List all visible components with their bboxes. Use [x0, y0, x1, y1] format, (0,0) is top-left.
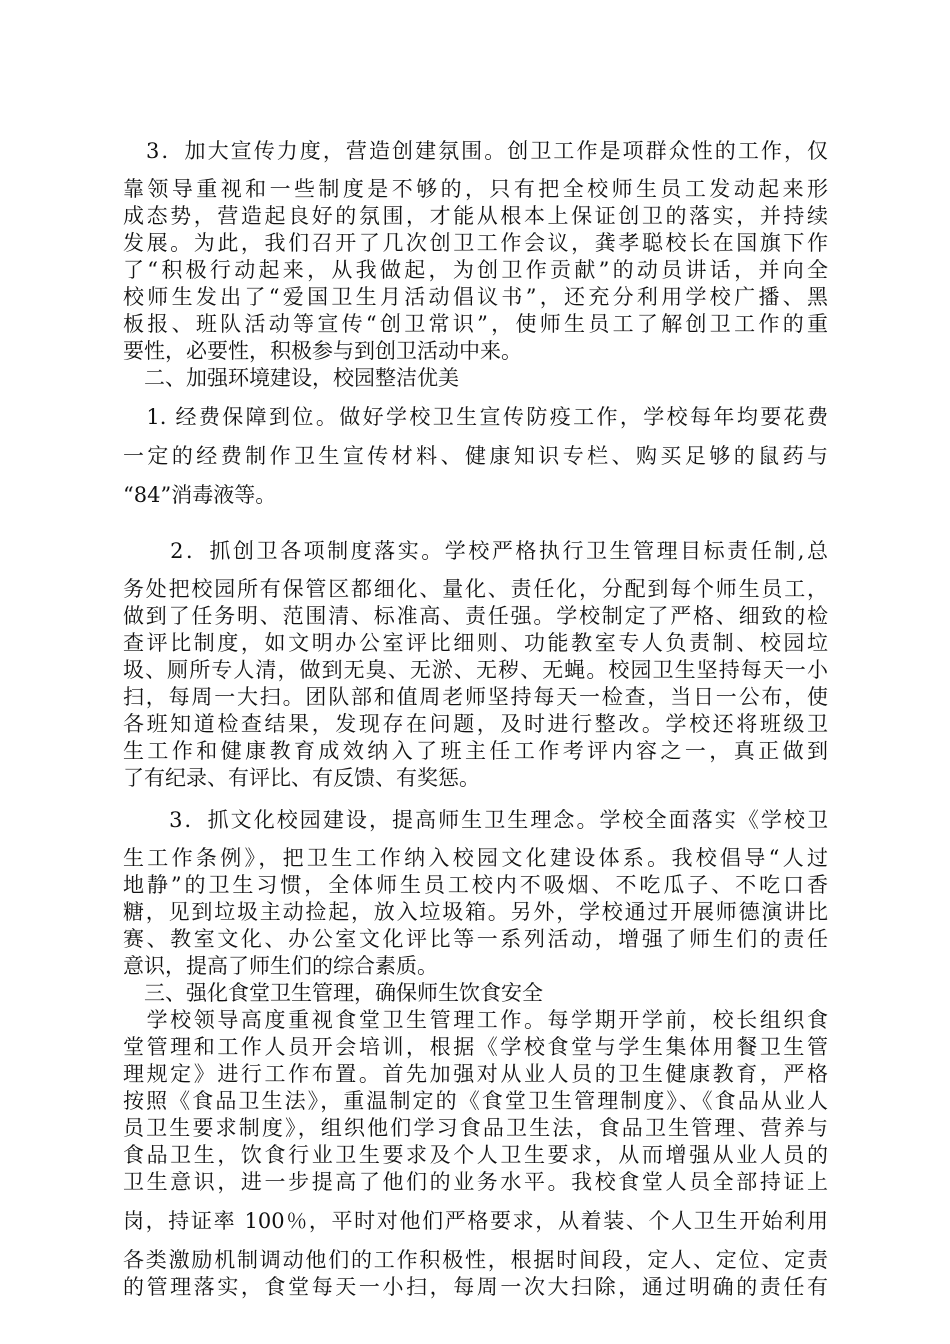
paragraph-canteen-line-3: 理规定》进行工作布置。首先加强对从业人员的卫生健康教育，严格	[123, 1062, 828, 1086]
paragraph-3-publicity-line-1: 3．加大宣传力度，营造创建氛围。创卫工作是项群众性的工作，仅	[123, 139, 828, 163]
paragraph-3-publicity-line-8: 要性，必要性，积极参与到创卫活动中来。	[123, 339, 522, 363]
paragraph-canteen-line-7: 卫生意识，进一步提高了他们的业务水平。我校食堂人员全部持证上	[123, 1170, 828, 1194]
paragraph-canteen-line-6: 食品卫生，饮食行业卫生要求及个人卫生要求，从而增强从业人员的	[123, 1143, 828, 1167]
paragraph-system-line-8: 生工作和健康教育成效纳入了班主任工作考评内容之一，真正做到	[123, 739, 828, 763]
paragraph-3-publicity-line-3: 成态势，营造起良好的氛围，才能从根本上保证创卫的落实，并持续	[123, 204, 828, 228]
paragraph-system-line-6: 扫，每周一大扫。团队部和值周老师坚持每天一检查，当日一公布，使	[123, 685, 828, 709]
paragraph-culture-line-5: 赛、教室文化、办公室文化评比等一系列活动，增强了师生们的责任	[123, 927, 828, 951]
paragraph-3-publicity-line-5: 了“积极行动起来，从我做起，为创卫作贡献”的动员讲话，并向全	[123, 258, 828, 282]
paragraph-3-publicity-line-6: 校师生发出了“爱国卫生月活动倡议书”，还充分利用学校广播、黑	[123, 285, 828, 309]
paragraph-culture-line-1: 3．抓文化校园建设，提高师生卫生理念。学校全面落实《学校卫	[123, 808, 828, 832]
paragraph-canteen-line-4: 按照《食品卫生法》，重温制定的《食堂卫生管理制度》、《食品从业人	[123, 1089, 828, 1113]
paragraph-culture-line-2: 生工作条例》，把卫生工作纳入校园文化建设体系。我校倡导“人过	[123, 846, 828, 870]
section-heading-2: 二、加强环境建设，校园整洁优美	[123, 366, 459, 390]
section-heading-3: 三、强化食堂卫生管理，确保师生饮食安全	[123, 981, 543, 1005]
paragraph-culture-line-3: 地静”的卫生习惯，全体师生员工校内不吸烟、不吃瓜子、不吃口香	[123, 873, 828, 897]
paragraph-system-line-4: 查评比制度，如文明办公室评比细则、功能教室专人负责制、校园垃	[123, 631, 828, 655]
paragraph-canteen-line-9: 各类激励机制调动他们的工作积极性，根据时间段，定人、定位、定责	[123, 1248, 828, 1272]
paragraph-funding-line-1: 1. 经费保障到位。做好学校卫生宣传防疫工作，学校每年均要花费	[123, 405, 828, 429]
paragraph-culture-line-6: 意识，提高了师生们的综合素质。	[123, 954, 438, 978]
paragraph-system-line-2: 务处把校园所有保管区都细化、量化、责任化，分配到每个师生员工，	[123, 577, 828, 601]
paragraph-funding-line-2: 一定的经费制作卫生宣传材料、健康知识专栏、购买足够的鼠药与	[123, 444, 828, 468]
paragraph-canteen-line-8: 岗，持证率 100％，平时对他们严格要求，从着装、个人卫生开始利用	[123, 1209, 828, 1233]
paragraph-canteen-line-5: 员卫生要求制度》，组织他们学习食品卫生法，食品卫生管理、营养与	[123, 1116, 828, 1140]
paragraph-canteen-line-2: 堂管理和工作人员开会培训，根据《学校食堂与学生集体用餐卫生管	[123, 1035, 828, 1059]
paragraph-funding-line-3: “84”消毒液等。	[123, 483, 277, 507]
paragraph-canteen-line-10: 的管理落实，食堂每天一小扫，每周一次大扫除，通过明确的责任有	[123, 1275, 828, 1299]
paragraph-system-line-9: 了有纪录、有评比、有反馈、有奖惩。	[123, 766, 480, 790]
paragraph-canteen-line-1: 学校领导高度重视食堂卫生管理工作。每学期开学前，校长组织食	[123, 1008, 828, 1032]
paragraph-3-publicity-line-4: 发展。为此，我们召开了几次创卫工作会议，龚孝聪校长在国旗下作	[123, 231, 828, 255]
paragraph-system-line-7: 各班知道检查结果，发现存在问题，及时进行整改。学校还将班级卫	[123, 712, 828, 736]
paragraph-system-line-1: 2．抓创卫各项制度落实。学校严格执行卫生管理目标责任制,总	[123, 539, 828, 563]
paragraph-culture-line-4: 糖，见到垃圾主动捡起，放入垃圾箱。另外，学校通过开展师德演讲比	[123, 900, 828, 924]
paragraph-3-publicity-line-7: 板报、班队活动等宣传“创卫常识”，使师生员工了解创卫工作的重	[123, 312, 828, 336]
paragraph-3-publicity-line-2: 靠领导重视和一些制度是不够的，只有把全校师生员工发动起来形	[123, 177, 828, 201]
paragraph-system-line-3: 做到了任务明、范围清、标准高、责任强。学校制定了严格、细致的检	[123, 604, 828, 628]
paragraph-system-line-5: 圾、厕所专人清，做到无臭、无淤、无秽、无蝇。校园卫生坚持每天一小	[123, 658, 828, 682]
